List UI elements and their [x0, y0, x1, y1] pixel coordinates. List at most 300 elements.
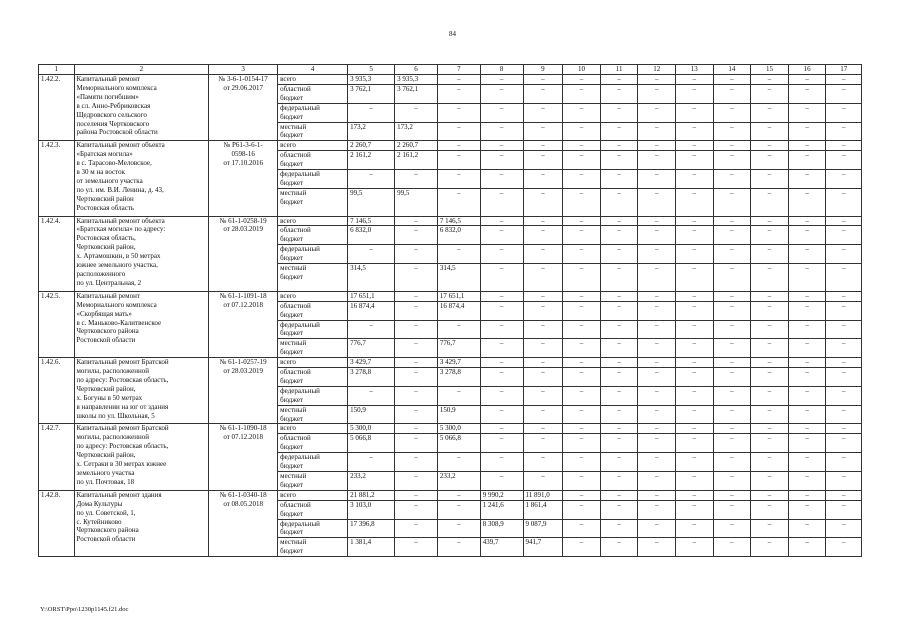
value-cell: 7 146,5 — [437, 216, 480, 226]
funding-source — [278, 368, 348, 387]
value-cell: – — [751, 170, 789, 189]
value-cell: – — [523, 472, 563, 491]
column-number: 9 — [523, 65, 563, 75]
value-cell: – — [676, 291, 714, 301]
permit-line: № 61-1-1090-18 — [219, 424, 267, 433]
object-name-line: Чертковского района — [76, 526, 139, 535]
value-cell: – — [751, 453, 789, 472]
value-cell: 3 278,8 — [437, 368, 480, 387]
value-cell: – — [480, 245, 523, 264]
value-cell: – — [600, 141, 638, 151]
value-cell: 6 832,0 — [437, 226, 480, 245]
value-cell: – — [713, 141, 751, 151]
value-cell: – — [751, 490, 789, 500]
value-cell: – — [826, 434, 862, 453]
value-cell: – — [600, 216, 638, 226]
value-cell: – — [563, 538, 601, 557]
value-cell: – — [751, 339, 789, 358]
value-cell: – — [437, 103, 480, 122]
funding-source — [278, 519, 348, 538]
value-cell: – — [826, 301, 862, 320]
value-cell: 17 651,1 — [437, 291, 480, 301]
value-cell: – — [437, 538, 480, 557]
budget-table — [38, 64, 862, 557]
value-cell: 16 874,4 — [348, 301, 395, 320]
funding-source-line: бюджет — [280, 254, 304, 263]
value-cell: – — [751, 188, 789, 216]
value-cell: – — [788, 264, 826, 292]
value-cell: – — [523, 368, 563, 387]
value-cell: – — [395, 424, 438, 434]
funding-source — [278, 141, 348, 151]
funding-source — [278, 291, 348, 301]
funding-source — [278, 226, 348, 245]
funding-source — [278, 386, 348, 405]
value-cell: 3 429,7 — [437, 358, 480, 368]
value-cell: – — [563, 434, 601, 453]
value-cell: – — [563, 122, 601, 141]
funding-source — [278, 320, 348, 339]
object-name-line: Капитальный ремонт Братской — [76, 424, 169, 433]
value-cell: – — [563, 103, 601, 122]
value-cell: – — [523, 405, 563, 424]
value-cell: – — [600, 151, 638, 170]
funding-source-line: бюджет — [280, 462, 304, 471]
value-cell: 17 396,8 — [348, 519, 395, 538]
object-name-line: «Братская могила» по адресу: — [76, 225, 166, 234]
value-cell: – — [788, 453, 826, 472]
value-cell: – — [676, 75, 714, 85]
value-cell: – — [676, 141, 714, 151]
value-cell: – — [638, 368, 676, 387]
column-number: 17 — [826, 65, 862, 75]
table-row — [39, 424, 862, 434]
value-cell: – — [676, 245, 714, 264]
value-cell: – — [480, 291, 523, 301]
value-cell: – — [563, 301, 601, 320]
value-cell: – — [751, 84, 789, 103]
value-cell: – — [638, 75, 676, 85]
object-name-line: с. Кутейниково — [76, 517, 122, 526]
funding-source-line: всего — [280, 216, 296, 225]
object-name-line: Мемориального комплекса — [76, 83, 157, 92]
column-number: 2 — [74, 65, 209, 75]
permit-line: № 3-6-1-0154-17 — [218, 75, 268, 83]
object-name-line: «Скорбящая мать» — [76, 309, 132, 318]
value-cell: – — [480, 188, 523, 216]
table-row — [39, 358, 862, 368]
value-cell: – — [523, 151, 563, 170]
value-cell: – — [523, 453, 563, 472]
value-cell: – — [751, 519, 789, 538]
value-cell: – — [676, 538, 714, 557]
funding-source — [278, 434, 348, 453]
value-cell: – — [480, 472, 523, 491]
funding-source — [278, 301, 348, 320]
value-cell: – — [751, 368, 789, 387]
value-cell: – — [480, 339, 523, 358]
value-cell: – — [638, 216, 676, 226]
value-cell: – — [788, 358, 826, 368]
object-name-line: района Ростовской области — [76, 128, 158, 137]
value-cell: – — [563, 500, 601, 519]
value-cell: – — [480, 84, 523, 103]
value-cell: – — [563, 264, 601, 292]
value-cell: – — [480, 453, 523, 472]
value-cell: – — [395, 472, 438, 491]
value-cell: – — [480, 386, 523, 405]
value-cell: – — [348, 245, 395, 264]
value-cell: – — [826, 490, 862, 500]
value-cell: – — [788, 170, 826, 189]
value-cell: – — [826, 151, 862, 170]
funding-source-line: бюджет — [280, 376, 304, 385]
value-cell: – — [751, 291, 789, 301]
value-cell: – — [713, 424, 751, 434]
value-cell: – — [826, 424, 862, 434]
value-cell: 2 161,2 — [395, 151, 438, 170]
column-number: 6 — [395, 65, 438, 75]
value-cell: – — [713, 151, 751, 170]
value-cell: – — [480, 122, 523, 141]
value-cell: – — [523, 122, 563, 141]
value-cell: – — [600, 245, 638, 264]
value-cell: 9 990,2 — [480, 490, 523, 500]
value-cell: – — [395, 103, 438, 122]
funding-source-line: бюджет — [280, 480, 304, 489]
value-cell: – — [523, 84, 563, 103]
funding-source-line: всего — [280, 75, 296, 83]
funding-source-line: федеральный — [280, 519, 320, 528]
value-cell: – — [600, 301, 638, 320]
value-cell: – — [600, 188, 638, 216]
column-number: 13 — [676, 65, 714, 75]
funding-source-line: областной — [280, 84, 311, 93]
value-cell: – — [713, 226, 751, 245]
value-cell: – — [480, 320, 523, 339]
value-cell: – — [751, 320, 789, 339]
value-cell: – — [638, 151, 676, 170]
permit-line: № 61-1-0258-19 — [219, 216, 267, 225]
value-cell: 8 308,9 — [480, 519, 523, 538]
value-cell: – — [480, 405, 523, 424]
value-cell: – — [638, 103, 676, 122]
value-cell: – — [713, 538, 751, 557]
object-name-line: Ростовской области — [76, 336, 136, 345]
value-cell: 941,7 — [523, 538, 563, 557]
value-cell: – — [788, 339, 826, 358]
value-cell: – — [676, 226, 714, 245]
value-cell: – — [563, 339, 601, 358]
value-cell: 99,5 — [395, 188, 438, 216]
value-cell: – — [395, 500, 438, 519]
value-cell: – — [638, 301, 676, 320]
value-cell: 3 935,3 — [348, 75, 395, 85]
funding-source-line: областной — [280, 500, 311, 509]
permit-line: № 61-1-0257-19 — [219, 358, 267, 367]
value-cell: – — [563, 405, 601, 424]
value-cell: – — [638, 386, 676, 405]
value-cell: – — [563, 84, 601, 103]
funding-source-line: бюджет — [280, 329, 304, 338]
funding-source — [278, 472, 348, 491]
value-cell: – — [751, 301, 789, 320]
value-cell: – — [713, 358, 751, 368]
value-cell: – — [563, 424, 601, 434]
value-cell: – — [638, 519, 676, 538]
value-cell: – — [523, 301, 563, 320]
funding-source — [278, 216, 348, 226]
funding-source — [278, 424, 348, 434]
object-name-line: Капитальный ремонт объекта — [76, 141, 165, 150]
object-name-line: Дома Культуры — [76, 499, 123, 508]
funding-source-line: федеральный — [280, 386, 320, 395]
value-cell: – — [788, 500, 826, 519]
value-cell: – — [600, 122, 638, 141]
value-cell: 1 241,6 — [480, 500, 523, 519]
value-cell: – — [638, 84, 676, 103]
value-cell: – — [676, 264, 714, 292]
value-cell: – — [676, 472, 714, 491]
item-number: 1.42.4. — [39, 216, 75, 291]
value-cell: 3 103,0 — [348, 500, 395, 519]
object-name-line: Капитальный ремонт — [76, 75, 140, 83]
page-number: 84 — [449, 30, 456, 38]
value-cell: – — [788, 472, 826, 491]
funding-source-line: всего — [280, 358, 296, 367]
value-cell: – — [600, 434, 638, 453]
funding-source — [278, 358, 348, 368]
funding-source-line: бюджет — [280, 197, 304, 206]
value-cell: 5 300,0 — [437, 424, 480, 434]
value-cell: – — [600, 500, 638, 519]
value-cell: – — [395, 170, 438, 189]
value-cell: – — [437, 141, 480, 151]
funding-source — [278, 151, 348, 170]
value-cell: – — [523, 434, 563, 453]
column-number: 7 — [437, 65, 480, 75]
value-cell: 3 935,3 — [395, 75, 438, 85]
value-cell: – — [395, 291, 438, 301]
value-cell: 314,5 — [348, 264, 395, 292]
value-cell: – — [788, 216, 826, 226]
permit-line: от 07.12.2018 — [223, 300, 264, 309]
object-name-line: могилы, расположенной — [76, 367, 150, 376]
column-number: 4 — [278, 65, 348, 75]
value-cell: – — [788, 226, 826, 245]
value-cell: – — [826, 291, 862, 301]
value-cell: – — [751, 141, 789, 151]
value-cell: – — [788, 245, 826, 264]
value-cell: – — [676, 453, 714, 472]
value-cell: – — [826, 84, 862, 103]
value-cell: – — [713, 500, 751, 519]
value-cell: – — [751, 424, 789, 434]
value-cell: – — [676, 301, 714, 320]
object-name-line: Капитальный ремонт объекта — [76, 216, 165, 225]
funding-source-line: областной — [280, 368, 311, 377]
column-number: 15 — [751, 65, 789, 75]
value-cell: – — [563, 188, 601, 216]
value-cell: – — [713, 122, 751, 141]
value-cell: – — [523, 264, 563, 292]
value-cell: 5 300,0 — [348, 424, 395, 434]
value-cell: – — [523, 358, 563, 368]
value-cell: – — [826, 405, 862, 424]
object-name-line: Мемориального комплекса — [76, 300, 157, 309]
value-cell: – — [480, 103, 523, 122]
value-cell: – — [600, 339, 638, 358]
value-cell: – — [638, 141, 676, 151]
value-cell: 1 381,4 — [348, 538, 395, 557]
value-cell: – — [480, 358, 523, 368]
value-cell: – — [713, 75, 751, 85]
funding-source-line: бюджет — [280, 509, 304, 518]
value-cell: – — [563, 386, 601, 405]
value-cell: – — [638, 291, 676, 301]
column-number: 11 — [600, 65, 638, 75]
value-cell: 2 260,7 — [395, 141, 438, 151]
value-cell: – — [437, 75, 480, 85]
value-cell: – — [751, 472, 789, 491]
permit-line: от 07.12.2018 — [223, 433, 264, 442]
value-cell: – — [600, 368, 638, 387]
value-cell: – — [751, 358, 789, 368]
value-cell: 3 762,1 — [348, 84, 395, 103]
value-cell: – — [437, 453, 480, 472]
value-cell: – — [676, 170, 714, 189]
value-cell: – — [638, 490, 676, 500]
value-cell: 3 762,1 — [395, 84, 438, 103]
value-cell: – — [713, 405, 751, 424]
value-cell: – — [751, 151, 789, 170]
permit-number — [209, 216, 278, 291]
value-cell: – — [788, 141, 826, 151]
value-cell: – — [395, 245, 438, 264]
value-cell: – — [713, 490, 751, 500]
permit-number — [209, 424, 278, 490]
object-name-line: Чертковский район, — [76, 243, 136, 252]
value-cell: 9 087,9 — [523, 519, 563, 538]
value-cell: – — [788, 386, 826, 405]
object-name — [74, 75, 209, 141]
object-name — [74, 358, 209, 424]
value-cell: – — [395, 264, 438, 292]
object-name-line: Чертковский район, — [76, 384, 136, 393]
value-cell: 21 881,2 — [348, 490, 395, 500]
value-cell: – — [638, 434, 676, 453]
value-cell: – — [676, 216, 714, 226]
value-cell: – — [638, 339, 676, 358]
funding-source — [278, 405, 348, 424]
value-cell: – — [676, 188, 714, 216]
value-cell: – — [348, 170, 395, 189]
object-name-line: по адресу: Ростовская область, — [76, 442, 169, 451]
value-cell: 99,5 — [348, 188, 395, 216]
value-cell: – — [713, 188, 751, 216]
value-cell: – — [437, 245, 480, 264]
value-cell: 314,5 — [437, 264, 480, 292]
value-cell: – — [395, 216, 438, 226]
permit-number — [209, 141, 278, 216]
value-cell: – — [638, 424, 676, 434]
value-cell: – — [713, 339, 751, 358]
object-name-line: Ростовская область — [76, 203, 135, 212]
funding-source — [278, 188, 348, 216]
value-cell: – — [751, 405, 789, 424]
value-cell: 3 429,7 — [348, 358, 395, 368]
permit-line: от 28.03.2019 — [223, 367, 264, 376]
object-name-line: в 30 м на восток — [76, 168, 125, 177]
value-cell: – — [523, 103, 563, 122]
value-cell: – — [437, 122, 480, 141]
object-name-line: по ул. Центральная, 2 — [76, 278, 142, 287]
object-name-line: от земельного участка — [76, 176, 143, 185]
funding-source-line: бюджет — [280, 310, 304, 319]
value-cell: – — [480, 264, 523, 292]
funding-source-line: местный — [280, 472, 307, 480]
value-cell: – — [788, 490, 826, 500]
value-cell: – — [638, 170, 676, 189]
object-name-line: школы по ул. Школьная, 5 — [76, 411, 155, 420]
funding-source-line: местный — [280, 405, 307, 414]
value-cell: 5 066,8 — [348, 434, 395, 453]
value-cell: 150,9 — [348, 405, 395, 424]
object-name-line: «Братская могила» — [76, 150, 133, 159]
value-cell: – — [600, 103, 638, 122]
value-cell: – — [788, 320, 826, 339]
value-cell: – — [751, 226, 789, 245]
object-name — [74, 490, 209, 556]
value-cell: 776,7 — [348, 339, 395, 358]
funding-source-line: федеральный — [280, 103, 320, 112]
value-cell: – — [563, 368, 601, 387]
funding-source-line: бюджет — [280, 348, 304, 357]
value-cell: – — [437, 519, 480, 538]
value-cell: – — [713, 170, 751, 189]
object-name-line: Капитальный ремонт Братской — [76, 358, 169, 367]
value-cell: – — [713, 103, 751, 122]
funding-source-line: всего — [280, 291, 296, 300]
value-cell: – — [713, 291, 751, 301]
value-cell: – — [826, 264, 862, 292]
value-cell: – — [788, 75, 826, 85]
value-cell: – — [638, 188, 676, 216]
funding-source — [278, 75, 348, 85]
value-cell: – — [395, 386, 438, 405]
value-cell: – — [638, 500, 676, 519]
funding-source — [278, 538, 348, 557]
value-cell: – — [788, 122, 826, 141]
value-cell: – — [826, 453, 862, 472]
value-cell: – — [713, 245, 751, 264]
value-cell: – — [523, 386, 563, 405]
value-cell: – — [826, 500, 862, 519]
value-cell: 2 161,2 — [348, 151, 395, 170]
value-cell: – — [638, 264, 676, 292]
value-cell: – — [713, 301, 751, 320]
permit-line: № 61-1-1091-18 — [219, 291, 267, 300]
value-cell: 11 891,0 — [523, 490, 563, 500]
object-name-line: могилы, расположенной — [76, 433, 150, 442]
value-cell: – — [751, 434, 789, 453]
column-number: 1 — [39, 65, 75, 75]
funding-source-line: бюджет — [280, 443, 304, 452]
value-cell: – — [638, 358, 676, 368]
column-number: 12 — [638, 65, 676, 75]
value-cell: – — [563, 519, 601, 538]
value-cell: – — [826, 368, 862, 387]
